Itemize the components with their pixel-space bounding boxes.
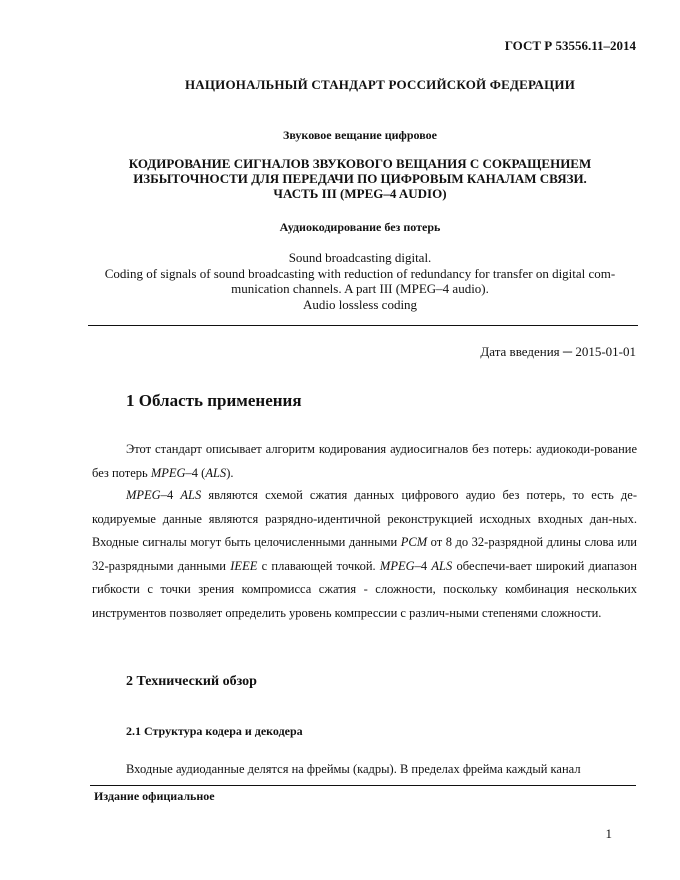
- italic-term: ALS: [180, 488, 202, 502]
- page-number: 1: [605, 826, 612, 841]
- text-run: с плавающей точкой.: [257, 558, 380, 573]
- text-run: –4 (: [185, 465, 206, 480]
- italic-term: IEEE: [230, 558, 258, 573]
- sub-title: Аудиокодирование без потерь: [279, 220, 441, 234]
- section-1-heading: 1 Область применения: [126, 391, 302, 410]
- english-title-line: Audio lossless coding: [302, 296, 418, 312]
- text-run: –4: [160, 488, 181, 502]
- section-2-heading: 2 Технический обзор: [126, 674, 257, 689]
- section-2-1-heading: 2.1 Структура кодера и декодера: [126, 724, 303, 738]
- section-2-paragraph-1: [92, 758, 637, 782]
- text-run: –4: [414, 558, 432, 573]
- main-title: [90, 156, 630, 201]
- italic-term: ALS: [205, 465, 227, 480]
- footer-divider: [90, 785, 636, 786]
- section-1-paragraph-2: [92, 484, 637, 625]
- text-run: Входные аудиоданные делятся на фреймы (кадры). В пределах фрейма каждый канал: [126, 762, 581, 776]
- italic-term: ALS: [431, 558, 453, 573]
- text-run: ).: [226, 465, 234, 480]
- text-run: обеспечи-вает широкий диапазон гибкости с точки зрения компромисса сжатия - сложности, поскольку комбинация нескольких инструментов позволяет определить уровень компрессии с различ-ными степенями сложности.: [92, 558, 637, 620]
- italic-term: MPEG: [379, 558, 415, 573]
- subject-title: Звуковое вещание цифровое: [283, 128, 437, 142]
- main-title-line: ЧАСТЬ III (MPEG–4 AUDIO): [273, 186, 447, 201]
- text-run: от 8 до 32-разрядной длины слова или 32-разрядными данными: [92, 535, 637, 573]
- italic-term: PCM: [400, 535, 428, 549]
- italic-term: MPEG: [150, 465, 186, 480]
- italic-term: MPEG: [126, 488, 161, 502]
- intro-date: Дата введения ─ 2015-01-01: [480, 344, 636, 359]
- english-title-line: Coding of signals of sound broadcasting with reduction of redundancy for transfer on digital com-: [104, 265, 616, 281]
- national-standard-title: НАЦИОНАЛЬНЫЙ СТАНДАРТ РОССИЙСКОЙ ФЕДЕРАЦИИ: [184, 77, 576, 92]
- text-run: Этот стандарт описывает алгоритм кодирования аудиосигналов без потерь: аудиокоди-рование без потерь: [92, 442, 637, 480]
- english-title: [90, 250, 630, 312]
- edition-label: Издание официальное: [94, 789, 215, 803]
- english-title-line: munication channels. A part III (MPEG–4 audio).: [231, 281, 489, 296]
- english-title-line: Sound broadcasting digital.: [288, 250, 432, 265]
- standard-id: ГОСТ Р 53556.11–2014: [504, 38, 636, 53]
- title-divider: [88, 325, 638, 326]
- main-title-line: КОДИРОВАНИЕ СИГНАЛОВ ЗВУКОВОГО ВЕЩАНИЯ С СОКРАЩЕНИЕМ: [128, 156, 592, 171]
- section-1-paragraph-1: [92, 438, 637, 485]
- main-title-line: ИЗБЫТОЧНОСТИ ДЛЯ ПЕРЕДАЧИ ПО ЦИФРОВЫМ КАНАЛАМ СВЯЗИ.: [133, 171, 587, 186]
- text-run: являются схемой сжатия данных цифрового аудио без потерь, то есть де-кодируемые данные являются разрядно-идентичной реконструкцией исходных входных дан-ных. Входные сигналы могут быть целочисленными данными: [92, 488, 638, 549]
